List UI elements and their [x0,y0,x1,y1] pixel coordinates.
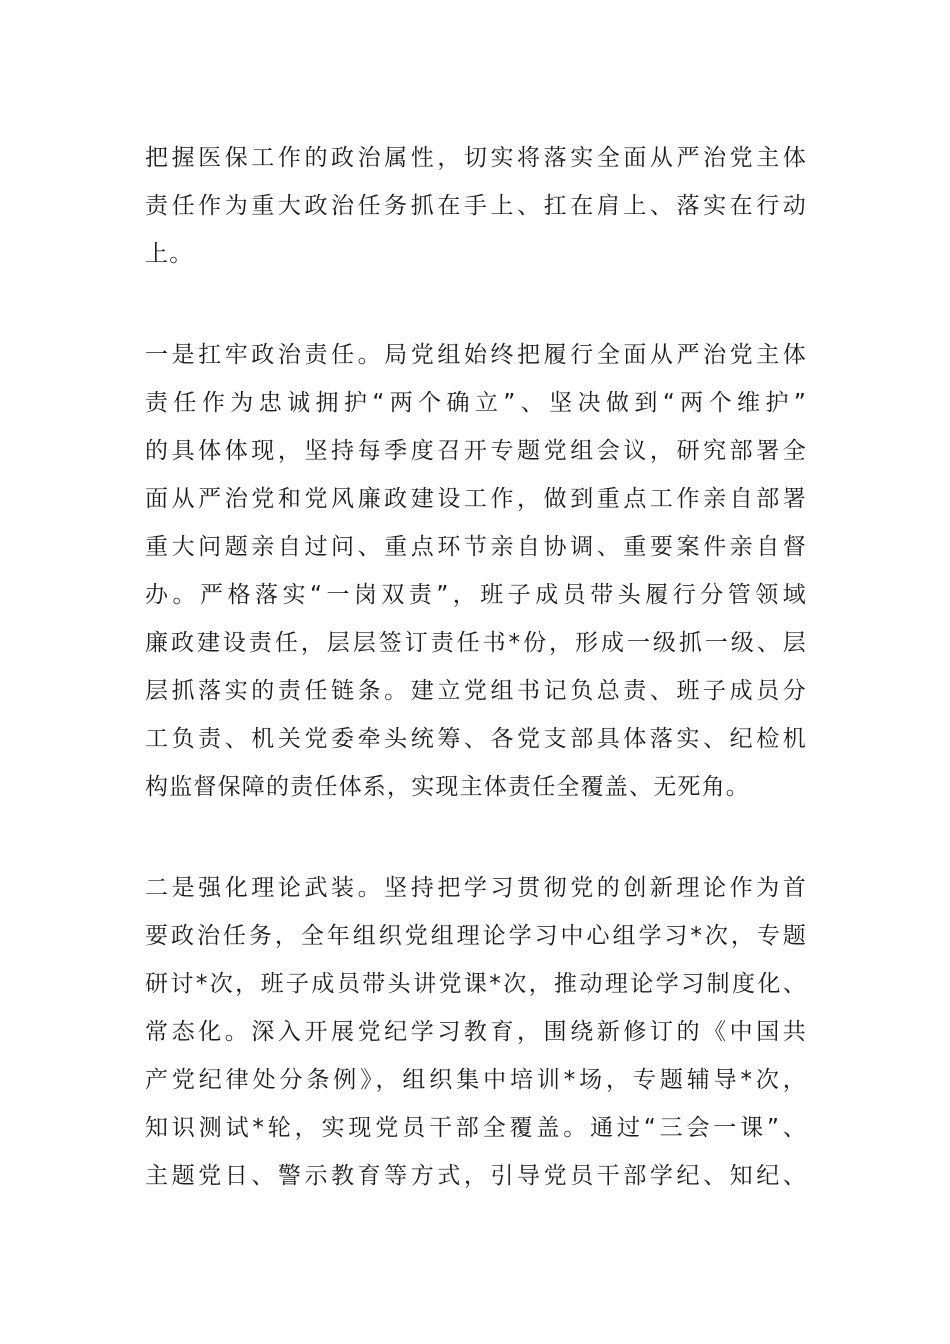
paragraph-theoretical-study [145,864,807,1200]
paragraph-political-responsibility [145,331,807,811]
text-line: 知识测试*轮，实现党员干部全覆盖。通过“三会一课”、 [145,1115,807,1141]
paragraph-intro-continuation [145,134,807,278]
text-line: 构监督保障的责任体系，实现主体责任全覆盖、无死角。 [145,774,750,800]
text-line: 面从严治党和党风廉政建设工作，做到重点工作亲自部署 [145,486,807,512]
document-page [145,134,807,1200]
text-line: 研讨*次，班子成员带头讲党课*次，推动理论学习制度化、 [145,971,807,997]
text-line: 的具体体现，坚持每季度召开专题党组会议，研究部署全 [145,438,807,464]
text-line: 主题党日、警示教育等方式，引导党员干部学纪、知纪、 [145,1163,807,1189]
text-line: 一是扛牢政治责任。局党组始终把履行全面从严治党主体 [145,342,807,368]
text-line: 重大问题亲自过问、重点环节亲自协调、重要案件亲自督 [145,534,807,560]
text-line: 把握医保工作的政治属性，切实将落实全面从严治党主体 [145,145,807,171]
paragraph-gap [145,811,807,864]
text-line: 层抓落实的责任链条。建立党组书记负总责、班子成员分 [145,678,807,704]
text-line: 产党纪律处分条例》，组织集中培训*场，专题辅导*次， [145,1067,807,1093]
text-line: 责任作为重大政治任务抓在手上、扛在肩上、落实在行动 [145,193,807,219]
text-line: 办。严格落实“一岗双责”，班子成员带头履行分管领域 [145,582,807,608]
text-line: 上。 [145,241,194,267]
text-line: 廉政建设责任，层层签订责任书*份，形成一级抓一级、层 [145,630,807,656]
text-line: 常态化。深入开展党纪学习教育，围绕新修订的《中国共 [145,1019,807,1045]
paragraph-gap [145,278,807,331]
text-line: 二是强化理论武装。坚持把学习贯彻党的创新理论作为首 [145,875,807,901]
text-line: 责任作为忠诚拥护“两个确立”、坚决做到“两个维护” [145,390,807,416]
text-line: 工负责、机关党委牵头统筹、各党支部具体落实、纪检机 [145,726,807,752]
text-line: 要政治任务，全年组织党组理论学习中心组学习*次，专题 [145,923,807,949]
